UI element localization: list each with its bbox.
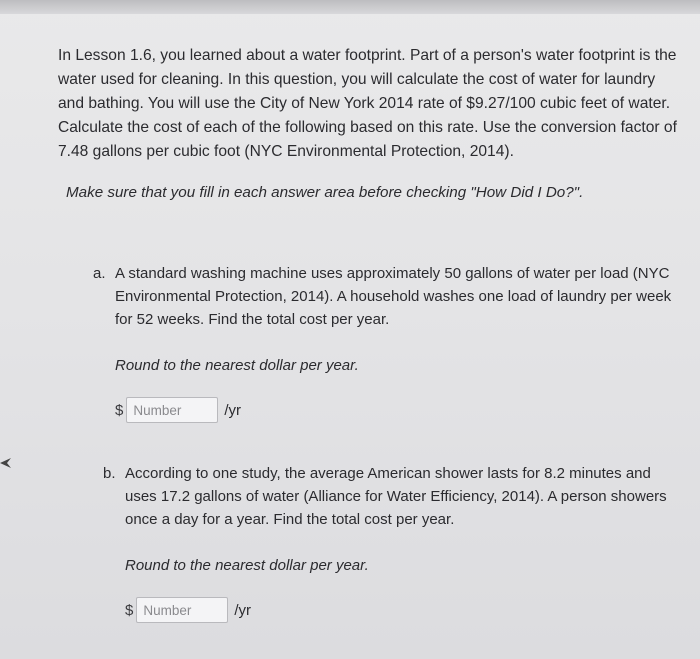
part-a-answer-input[interactable] [126, 397, 218, 423]
question-intro: In Lesson 1.6, you learned about a water footprint. Part of a person's water footprint is the water used for cleaning. In this question, you will calculate the cost of water for laundry and bathing. You will use the City of New York 2014 rate of $9.27/100 cubic feet of water. Calculate the cost of each of the following based on this rate. Use the conversion factor of 7.48 gallons per cubic foot (NYC Environmental Protection, 2014). [58, 47, 677, 160]
part-a-round-note: Round to the nearest dollar per year. [115, 357, 359, 374]
dollar-sign: $ [125, 601, 134, 619]
part-a-answer-row [115, 397, 673, 423]
dollar-sign: $ [115, 401, 124, 419]
instruction-text: Make sure that you fill in each answer area before checking "How Did I Do?". [66, 184, 584, 201]
part-b-text: According to one study, the average American shower lasts for 8.2 minutes and uses 17.2 gallons of water (Alliance for Water Efficiency, 2014). A person showers once a day for a year. Find the total cost per year. [125, 465, 667, 528]
part-a [93, 262, 673, 423]
part-a-label: a. [93, 265, 106, 282]
part-b-round-note: Round to the nearest dollar per year. [125, 557, 369, 574]
part-b [103, 462, 673, 623]
mouse-pointer-icon [0, 457, 12, 469]
question-content [58, 44, 678, 201]
part-b-answer-row [125, 597, 673, 623]
part-a-unit: /yr [224, 401, 242, 419]
top-edge-strip [0, 0, 700, 14]
part-b-unit: /yr [234, 601, 252, 619]
part-b-label: b. [103, 465, 116, 482]
part-b-prompt [103, 462, 673, 531]
part-b-answer-input[interactable] [136, 597, 228, 623]
part-a-prompt [93, 262, 673, 331]
part-a-text: A standard washing machine uses approximately 50 gallons of water per load (NYC Environmental Protection, 2014). A household washes one load of laundry per week for 52 weeks. Find the total cost per year. [115, 265, 672, 328]
